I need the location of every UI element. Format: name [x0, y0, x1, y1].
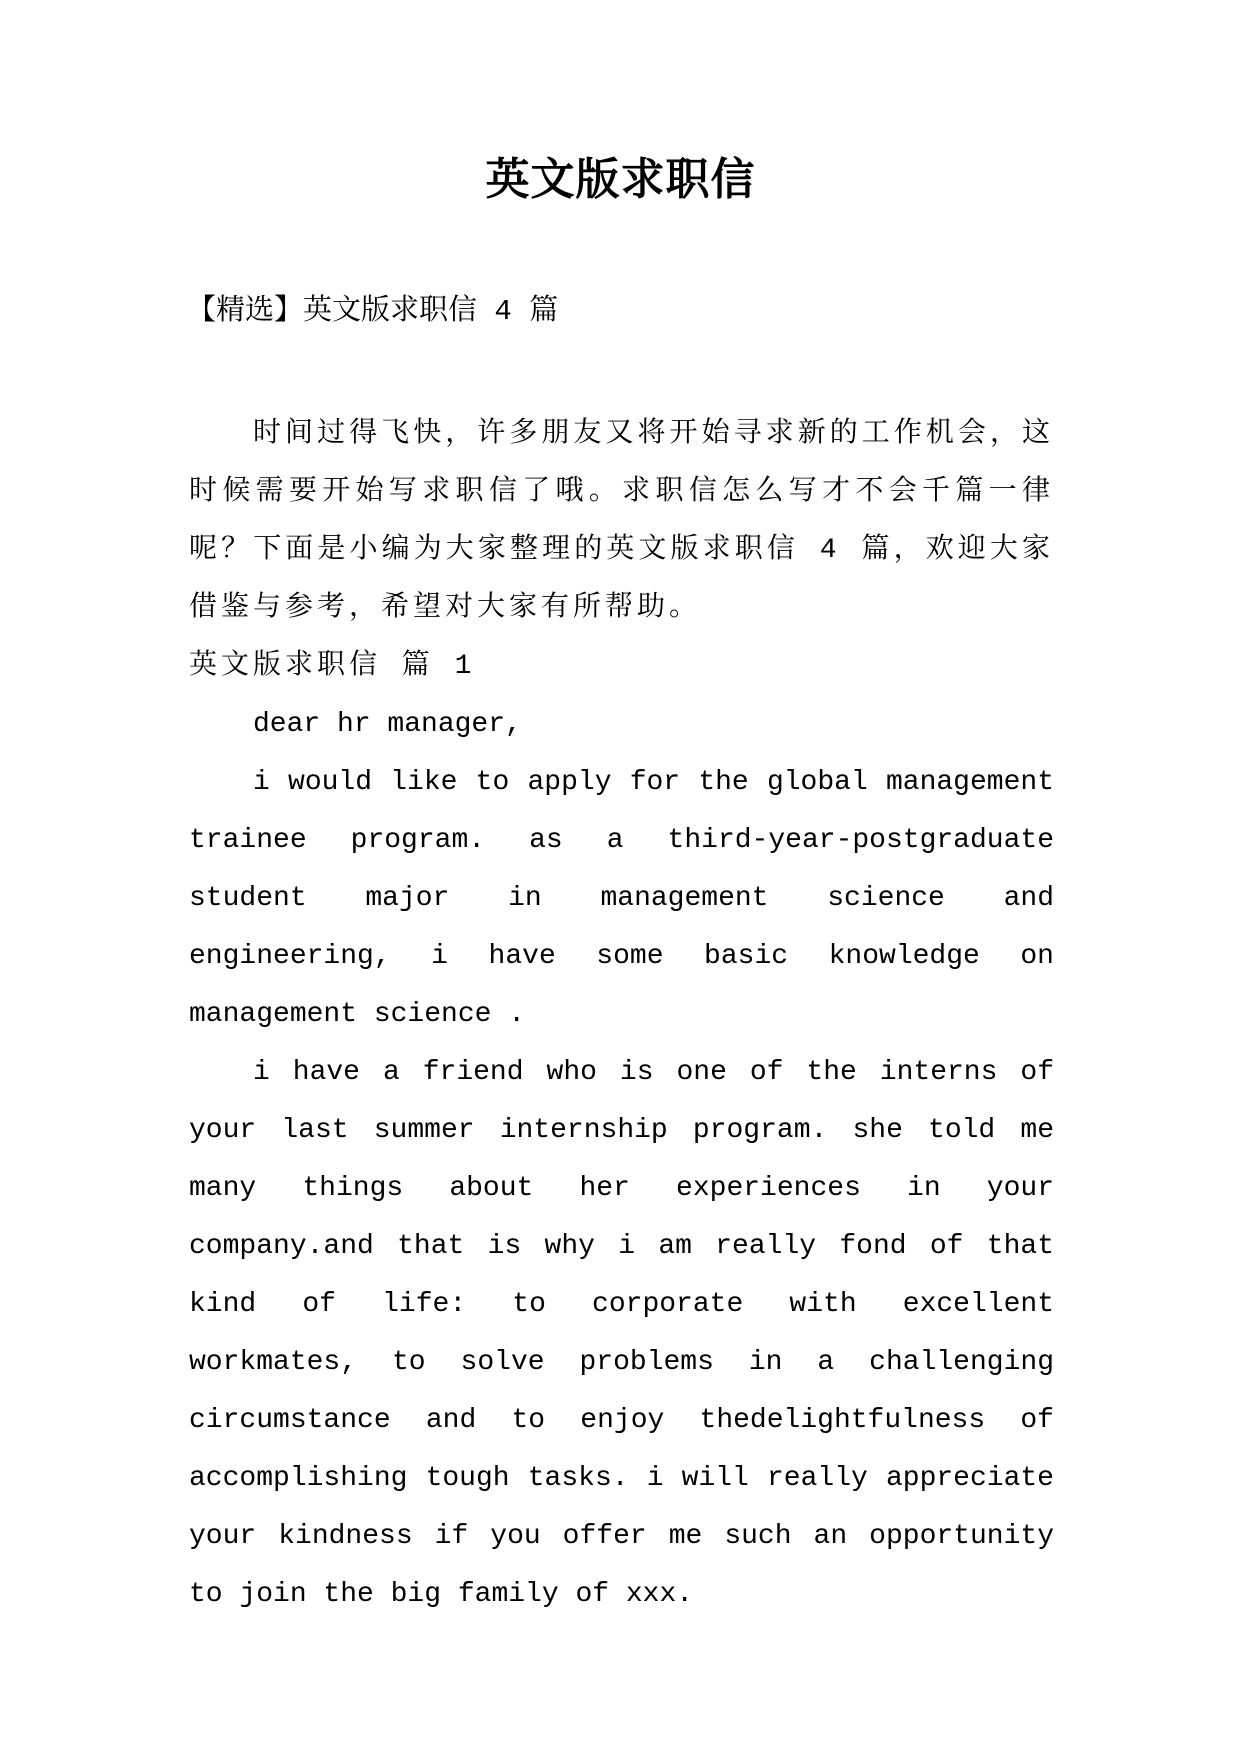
section-heading: 英文版求职信 篇 1: [189, 651, 476, 682]
intro-paragraph: 时间过得飞快，许多朋友又将开始寻求新的工作机会，这时候需要开始写求职信了哦。求职信怎么写才不会千篇一律呢？下面是小编为大家整理的英文版求职信 4 篇，欢迎大家借鉴与参考，希望对大家有所帮助。: [189, 419, 1054, 624]
document-body: [189, 406, 1054, 1624]
letter-paragraph: i would like to apply for the global management trainee program. as a third-year-postgraduate student major in management science and engineering, i have some basic knowledge on management science .: [189, 767, 1054, 1030]
document-title: 英文版求职信: [485, 154, 756, 205]
document-subtitle: 【精选】英文版求职信 4 篇: [187, 295, 559, 328]
letter-paragraph: i have a friend who is one of the interns of your last summer internship program. she told me many things about her experiences in your company.and that is why i am really fond of that kind of life: to corporate with excellent workmates, to solve problems in a challenging circumstance and to enjoy thedelightfulness of accomplishing tough tasks. i will really appreciate your kindness if you offer me such an opportunity to join the big family of xxx.: [189, 1057, 1054, 1610]
salutation: dear hr manager,: [253, 709, 522, 740]
